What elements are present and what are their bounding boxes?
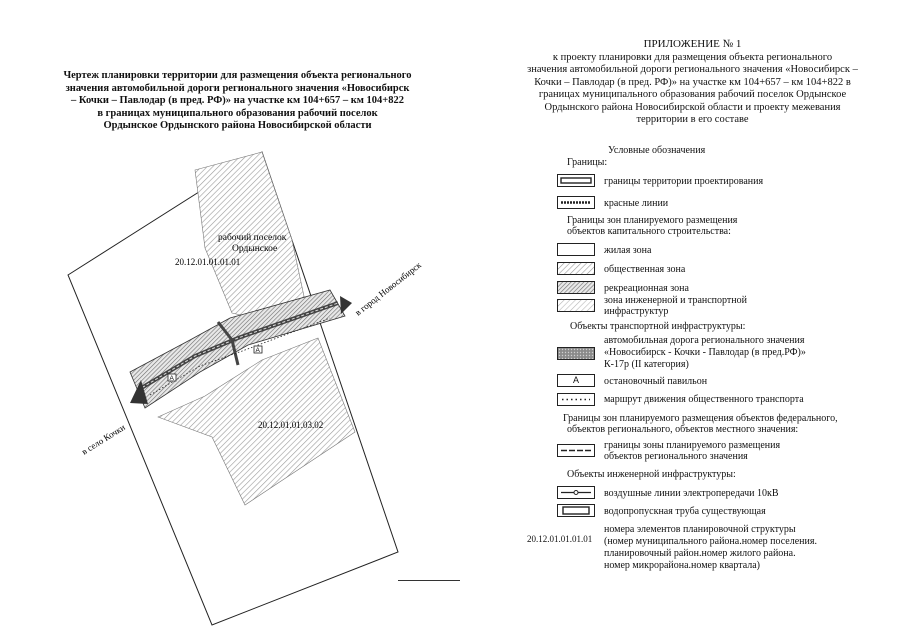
- legend-group-label: Границы:: [567, 157, 608, 168]
- legend-group-label: объектов капитального строительства:: [567, 226, 731, 237]
- legend-swatch-project-border: [557, 174, 595, 187]
- legend-swatch-bus-route: [557, 393, 595, 406]
- legend-item-label: остановочный павильон: [604, 376, 708, 387]
- legend-item-label: зона инженерной и транспортной: [604, 295, 747, 306]
- legend-group-label: Объекты инженерной инфраструктуры:: [567, 469, 736, 480]
- block-code-label: 20.12.01.01.01.01: [175, 257, 241, 267]
- scale-bar: [398, 580, 460, 581]
- appendix-line: Кочки – Павлодар (в пред. РФ)» на участке км 104+657 – км 104+822 в: [534, 76, 851, 88]
- legend-item-label: красные линии: [604, 198, 669, 209]
- legend-item-label: рекреационная зона: [604, 283, 689, 294]
- legend-swatch-road: [557, 347, 595, 360]
- legend-swatch-public: [557, 262, 595, 275]
- legend-swatch-red-lines: [557, 196, 595, 209]
- drawing-title-line: – Кочки – Павлодар (в пред. РФ)» на участке км 104+657 – км 104+822: [70, 95, 405, 106]
- legend-swatch-recreation: [557, 281, 595, 294]
- legend-swatch-power-line: [557, 486, 595, 499]
- bus-stop-letter: А: [255, 347, 260, 354]
- legend-item-label: К-17р (II категория): [604, 359, 689, 370]
- legend-item-label: границы территории проектирования: [604, 176, 764, 187]
- legend-item-label: воздушные линии электропередачи 10кВ: [604, 488, 779, 499]
- legend-code-sample: 20.12.01.01.01.01: [527, 534, 593, 544]
- appendix-line: к проекту планировки для размещения объекта регионального: [552, 51, 833, 63]
- legend-heading: Условные обозначения: [608, 145, 706, 156]
- block-code-label: 20.12.01.01.03.02: [258, 420, 324, 430]
- legend-group-label: Границы зон планируемого размещения объектов федерального,: [563, 413, 838, 424]
- appendix-title: ПРИЛОЖЕНИЕ № 1: [643, 38, 742, 50]
- drawing-title-line: в границах муниципального образования рабочий поселок: [97, 107, 378, 119]
- legend-swatch-infrastructure: [557, 299, 595, 312]
- legend-item-label: жилая зона: [604, 245, 652, 256]
- legend-swatch-residential: [557, 243, 595, 256]
- appendix-line: Ордынского района Новосибирской области и проекту межевания: [544, 101, 841, 113]
- legend-group-label: Объекты транспортной инфраструктуры:: [570, 321, 746, 332]
- legend-group-label: объектов регионального, объектов местного значения:: [567, 424, 799, 435]
- legend-group-label: Границы зон планируемого размещения: [567, 215, 738, 226]
- drawing-title-line: значения автомобильной дороги регионального значения «Новосибирск: [65, 82, 410, 94]
- legend-swatch-culvert: [557, 504, 595, 517]
- legend-item-label: автомобильная дорога регионального значения: [604, 335, 805, 346]
- drawing-title-line: Чертеж планировки территории для размещения объекта регионального: [63, 70, 412, 81]
- direction-label-east: в город Новосибирск: [353, 259, 424, 318]
- direction-label-west: в село Кочки: [79, 422, 127, 457]
- appendix-line: значения автомобильной дороги регионального значения «Новосибирск –: [527, 64, 858, 75]
- legend-item-label: объектов регионального значения: [604, 451, 748, 462]
- legend-item-label: границы зоны планируемого размещения: [604, 440, 781, 451]
- legend-swatch-zone-border: [557, 444, 595, 457]
- legend-item-label: (номер муниципального района.номер поселения.: [604, 536, 817, 547]
- legend-item-label: номер микрорайона.номер квартала): [604, 560, 761, 571]
- appendix-line: границах муниципального образования рабочий поселок Ордынское: [538, 89, 847, 100]
- appendix-line: территории в его составе: [636, 114, 749, 125]
- settlement-label: рабочий поселок: [218, 233, 287, 243]
- legend-item-label: «Новосибирск - Кочки - Павлодар (в пред.РФ)»: [604, 347, 806, 358]
- legend-swatch-bus-stop: А: [557, 374, 595, 387]
- settlement-label: Ордынское: [232, 244, 278, 254]
- legend-item-label: общественная зона: [604, 264, 686, 275]
- bus-stop-letter: А: [169, 375, 174, 382]
- drawing-title-line: Ордынское Ордынского района Новосибирской области: [103, 120, 372, 131]
- legend-item-label: инфраструктур: [604, 306, 669, 317]
- legend-item-label: номера элементов планировочной структуры: [604, 524, 796, 535]
- legend-item-label: маршрут движения общественного транспорта: [604, 394, 804, 405]
- legend-item-label: водопропускная труба существующая: [604, 506, 766, 517]
- legend-item-label: планировочный район.номер жилого района.: [604, 548, 796, 559]
